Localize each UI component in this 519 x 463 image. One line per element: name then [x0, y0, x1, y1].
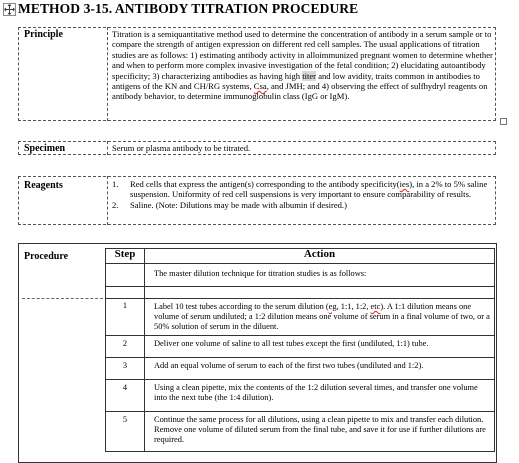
procedure-intro: The master dilution technique for titration studies is as follows: — [145, 264, 495, 287]
procedure-label: Procedure — [24, 251, 69, 262]
table-row — [106, 264, 495, 287]
table-move-handle-icon[interactable] — [3, 3, 16, 16]
step-number: 4 — [106, 379, 145, 411]
specimen-text: Serum or plasma antibody to be titrated. — [112, 143, 251, 153]
step-action: Using a clean pipette, mix the contents of the 1:2 dilution several times, and transfer one volume into the next tube (the 1:4 dilution). — [145, 379, 495, 411]
reagents-label: Reagents — [24, 180, 63, 191]
step-action: Add an equal volume of serum to each of the first two tubes (undiluted and 1:2). — [145, 357, 495, 379]
document-title: METHOD 3-15. ANTIBODY TITRATION PROCEDURE — [18, 1, 359, 16]
list-item: 2. Saline. (Note: Dilutions may be made with albumin if desired.) — [112, 199, 347, 210]
step-action: Deliver one volume of saline to all test tubes except the first (undiluted, 1:1) tube. — [145, 335, 495, 357]
step-action: Continue the same process for all dilutions, using a clean pipette to mix and transfer each dilution. Remove one volume of diluted serum from the final tube, and save it for use if further dilutions are required. — [145, 411, 495, 451]
table-row — [106, 357, 495, 379]
action-column-header: Action — [145, 249, 495, 264]
step-number: 1 — [106, 299, 145, 336]
table-row — [106, 299, 495, 336]
table-row — [106, 411, 495, 451]
step-column-header: Step — [106, 249, 145, 264]
step-number: 3 — [106, 357, 145, 379]
step-action: Label 10 test tubes according to the serum dilution (eg, 1:1, 1:2, etc). A 1:1 dilution means one volume of serum undiluted; a 1:2 dilution means one volume of serum in a final volume of two, or a 50% solution of serum in the diluent. — [145, 299, 495, 336]
step-number: 5 — [106, 411, 145, 451]
step-number: 2 — [106, 335, 145, 357]
reagents-list — [112, 179, 493, 210]
list-item: 1. Red cells that express the antigen(s) corresponding to the antibody specificity(ies), in a 2% to 5% saline suspension. Uniformity of red cell suspensions is very important to ensure comparability of results. — [112, 179, 488, 200]
specimen-section — [18, 141, 496, 155]
table-row — [106, 379, 495, 411]
principle-label: Principle — [24, 29, 63, 40]
procedure-table — [105, 248, 495, 452]
table-row — [106, 335, 495, 357]
principle-text: Titration is a semiquantitative method used to determine the concentration of antibody in a serum sample or to compare the strength of antigen expression on different red cell samples. The usual applications of titration studies are as follows: 1) estimating antibody activity in alloimmunized pregnant women to determine whether and when to perform more complex invasive investigation of the fetal condition; 2) elucidating autoantibody specificity; 3) characterizing antibodies as having high titer and low avidity, traits common in antibodies to antigens of the KN and CH/RG systems, Csa, and JMH; and 4) observing the effect of sulfhydryl reagents on antibody behavior, to determine immunoglobulin class (IgG or IgM). — [112, 29, 493, 102]
specimen-label: Specimen — [24, 143, 66, 154]
cell-end-marker-icon — [500, 118, 507, 125]
